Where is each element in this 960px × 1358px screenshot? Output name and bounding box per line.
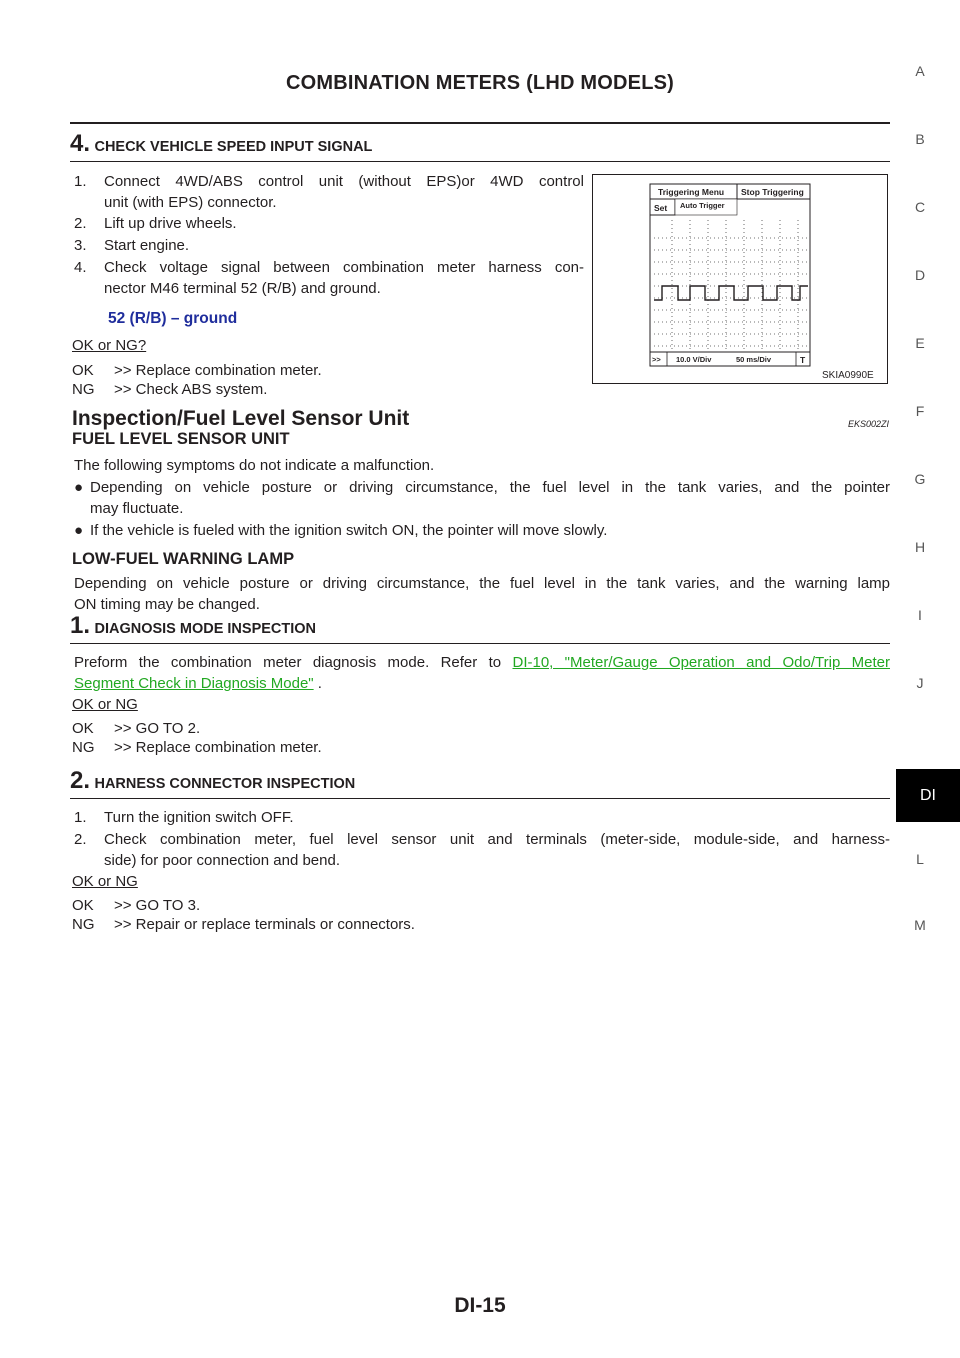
side-index-h[interactable]: H	[914, 539, 926, 555]
header-rule	[70, 122, 890, 124]
oscilloscope-screen	[592, 174, 888, 384]
step4-rule	[70, 161, 890, 162]
result-text: >> Repair or replace terminals or connectors.	[114, 916, 415, 933]
side-index-b[interactable]: B	[915, 131, 925, 147]
step2-item-1	[74, 807, 890, 828]
item-text-cont: nector M46 terminal 52 (R/B) and ground.	[104, 280, 381, 297]
step1-result-ok	[72, 719, 200, 738]
step1-okng-label: OK or NG	[72, 696, 138, 713]
step2-result-ng	[72, 915, 415, 934]
step1-heading	[70, 612, 316, 640]
result-text: >> Check ABS system.	[114, 381, 268, 398]
step4-result-ng	[72, 380, 267, 399]
step-number: 4.	[70, 130, 91, 157]
para-line: ON timing may be changed.	[74, 596, 260, 613]
figure-auto-trigger: Auto Trigger	[679, 200, 725, 210]
item-text: Start engine.	[104, 237, 190, 254]
step4-result-ok	[72, 361, 322, 380]
result-key: OK	[72, 720, 94, 737]
step1-rule	[70, 643, 890, 644]
oscilloscope-figure	[592, 174, 888, 384]
item-number: 1.	[74, 809, 87, 826]
result-text: >> GO TO 3.	[114, 897, 201, 914]
side-index-j[interactable]: J	[916, 675, 924, 691]
item-text: Check voltage signal between combination meter harness con-	[104, 259, 584, 276]
section-title: Inspection/Fuel Level Sensor Unit	[72, 407, 410, 430]
result-key: NG	[72, 916, 95, 933]
item-text: Turn the ignition switch OFF.	[104, 809, 294, 826]
bullet-text: Depending on vehicle posture or driving circumstance, the fuel level in the tank varies, and the pointer	[90, 479, 890, 496]
side-index-d[interactable]: D	[914, 267, 926, 283]
fuel-bullet-1	[74, 477, 890, 519]
step-title: HARNESS CONNECTOR INSPECTION	[94, 776, 356, 792]
result-text: >> Replace combination meter.	[114, 362, 322, 379]
result-key: OK	[72, 362, 94, 379]
result-text: >> Replace combination meter.	[114, 739, 322, 756]
figure-time-div: 50 ms/Div	[735, 354, 771, 364]
step4-item-1	[74, 171, 584, 213]
side-index-i[interactable]: I	[918, 607, 922, 623]
reference-link-cont[interactable]: Segment Check in Diagnosis Mode"	[74, 675, 314, 692]
step2-okng-label: OK or NG	[72, 873, 138, 890]
step2-result-ok	[72, 896, 200, 915]
side-index-l[interactable]: L	[916, 851, 924, 867]
figure-code: SKIA0990E	[821, 369, 874, 381]
step1-para	[74, 652, 890, 694]
item-text-cont: side) for poor connection and bend.	[104, 852, 340, 869]
figure-menu-left: Triggering Menu	[657, 186, 724, 197]
result-key: OK	[72, 897, 94, 914]
para-line: Depending on vehicle posture or driving circumstance, the fuel level in the tank varies, and the warning lamp	[74, 575, 890, 592]
fuel-sensor-intro: The following symptoms do not indicate a malfunction.	[74, 457, 435, 474]
step4-okng-label: OK or NG?	[72, 337, 147, 354]
step-title: CHECK VEHICLE SPEED INPUT SIGNAL	[94, 139, 373, 155]
side-index-c[interactable]: C	[914, 199, 926, 215]
step-number: 1.	[70, 612, 91, 639]
warning-lamp-subtitle: LOW-FUEL WARNING LAMP	[72, 550, 295, 568]
item-number: 2.	[74, 831, 87, 848]
page-header-title: COMBINATION METERS (LHD MODELS)	[285, 72, 675, 94]
result-text: >> GO TO 2.	[114, 720, 201, 737]
bullet-text: If the vehicle is fueled with the ignition switch ON, the pointer will move slowly.	[90, 522, 608, 539]
side-index-m[interactable]: M	[914, 917, 926, 933]
item-number: 4.	[74, 259, 87, 276]
result-key: NG	[72, 739, 95, 756]
step1-result-ng	[72, 738, 322, 757]
step2-heading	[70, 767, 355, 795]
measurement-spec: 52 (R/B) – ground	[108, 310, 238, 327]
result-key: NG	[72, 381, 95, 398]
item-number: 1.	[74, 173, 87, 190]
item-text: Lift up drive wheels.	[104, 215, 237, 232]
bullet-dot: ●	[74, 522, 84, 539]
fuel-sensor-subtitle: FUEL LEVEL SENSOR UNIT	[72, 430, 290, 448]
reference-link[interactable]: DI-10, "Meter/Gauge Operation and Odo/Trip Meter	[512, 654, 890, 671]
step4-heading	[70, 130, 372, 158]
step-title: DIAGNOSIS MODE INSPECTION	[94, 621, 317, 637]
figure-footer-right: T	[799, 354, 805, 365]
para-end: .	[313, 675, 322, 692]
side-index-f[interactable]: F	[915, 403, 925, 419]
figure-volt-div: 10.0 V/Div	[675, 354, 711, 364]
step-number: 2.	[70, 767, 91, 794]
side-index-a[interactable]: A	[915, 63, 925, 79]
bullet-dot: ●	[74, 479, 84, 496]
bullet-text-cont: may fluctuate.	[90, 500, 184, 517]
fuel-bullet-2	[74, 520, 890, 541]
item-number: 3.	[74, 237, 87, 254]
figure-footer-left: >>	[651, 354, 661, 364]
item-text-cont: unit (with EPS) connector.	[104, 194, 277, 211]
side-index-active-tab[interactable]: DI	[896, 769, 960, 822]
step4-item-4	[74, 257, 584, 299]
page-number: DI-15	[454, 1294, 506, 1317]
figure-menu-right: Stop Triggering	[740, 186, 804, 197]
step2-rule	[70, 798, 890, 799]
side-index-g[interactable]: G	[914, 471, 926, 487]
item-text: Connect 4WD/ABS control unit (without EPS)or 4WD control	[104, 173, 584, 190]
item-text: Check combination meter, fuel level sensor unit and terminals (meter-side, module-side, and harness-	[104, 831, 890, 848]
para-text: Preform the combination meter diagnosis mode. Refer to	[74, 654, 513, 671]
step4-item-3	[74, 235, 584, 256]
step4-item-2	[74, 213, 584, 234]
side-index-e[interactable]: E	[915, 335, 925, 351]
figure-set-label: Set	[653, 202, 667, 213]
warning-lamp-para	[74, 573, 890, 615]
item-number: 2.	[74, 215, 87, 232]
section-ref-code: EKS002ZI	[848, 419, 890, 429]
step2-item-2	[74, 829, 890, 871]
